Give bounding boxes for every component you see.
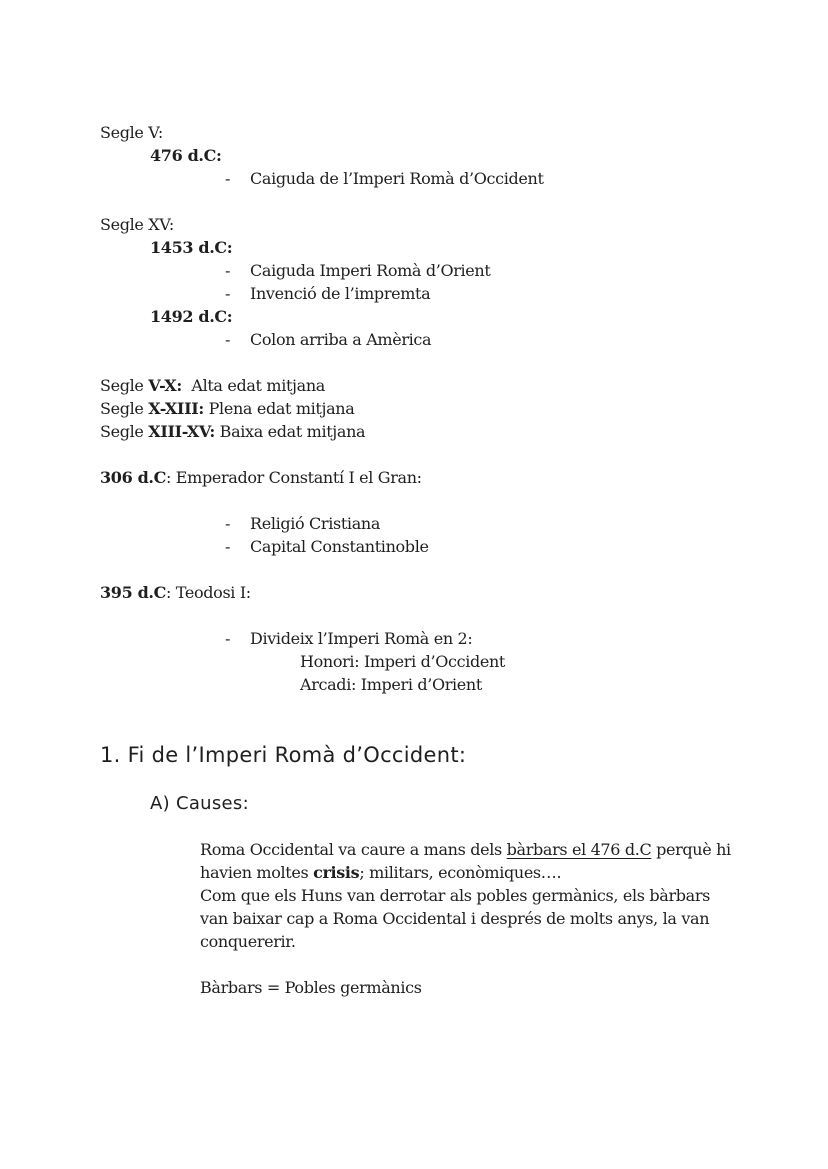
period-alta: Segle V-X: Alta edat mitjana — [100, 376, 325, 395]
bullet-dash: - — [225, 169, 231, 188]
bold-text: crisis — [313, 863, 360, 882]
bullet-item — [225, 328, 432, 351]
bullet-dash: - — [225, 537, 231, 556]
paragraph-line: van baixar cap a Roma Occidental i després de molts anys, la van — [200, 909, 710, 928]
paragraph-line: havien moltes crisis; militars, econòmiques…. — [200, 863, 562, 882]
bullet-dash: - — [225, 629, 231, 648]
bullet-text: Capital Constantinoble — [250, 537, 429, 556]
teodosi-line: 395 d.C: Teodosi I: — [100, 583, 251, 602]
paragraph-line: Com que els Huns van derrotar als pobles germànics, els bàrbars — [200, 886, 710, 905]
bullet-text: Caiguda Imperi Romà d’Orient — [250, 261, 491, 280]
date-395: 395 d.C — [100, 583, 167, 602]
bullet-item — [225, 535, 429, 558]
bullet-dash: - — [225, 284, 231, 303]
segle-v-label: Segle V: — [100, 123, 163, 142]
definition-line: Bàrbars = Pobles germànics — [200, 978, 422, 997]
subsection-heading: A) Causes: — [150, 793, 249, 814]
constanti-line: 306 d.C: Emperador Constantí I el Gran: — [100, 468, 422, 487]
bullet-item — [225, 627, 473, 650]
date-306: 306 d.C — [100, 468, 167, 487]
bullet-text: Divideix l’Imperi Romà en 2: — [250, 629, 473, 648]
segle-xv-label: Segle XV: — [100, 215, 174, 234]
sub-item-arcadi: Arcadi: Imperi d’Orient — [300, 675, 482, 694]
sub-item-honori: Honori: Imperi d’Occident — [300, 652, 506, 671]
bullet-dash: - — [225, 514, 231, 533]
period-baixa: Segle XIII-XV: Baixa edat mitjana — [100, 422, 366, 441]
date-1492: 1492 d.C: — [150, 307, 233, 326]
bullet-dash: - — [225, 330, 231, 349]
section-heading: 1. Fi de l’Imperi Romà d’Occident: — [100, 743, 467, 767]
period-plena: Segle X-XIII: Plena edat mitjana — [100, 399, 355, 418]
date-476: 476 d.C: — [150, 146, 222, 165]
bullet-text: Colon arriba a Amèrica — [250, 330, 432, 349]
bullet-item — [225, 512, 381, 535]
bullet-dash: - — [225, 261, 231, 280]
paragraph-line: Roma Occidental va caure a mans dels bàrbars el 476 d.C perquè hi — [200, 840, 731, 859]
bullet-item — [225, 282, 431, 305]
date-1453: 1453 d.C: — [150, 238, 233, 257]
underlined-text: bàrbars el 476 d.C — [506, 840, 652, 859]
bullet-item — [225, 259, 491, 282]
bullet-text: Caiguda de l’Imperi Romà d’Occident — [250, 169, 544, 188]
bullet-text: Religió Cristiana — [250, 514, 381, 533]
bullet-text: Invenció de l’impremta — [250, 284, 431, 303]
paragraph-line: conquererir. — [200, 932, 296, 951]
bullet-item — [225, 167, 544, 190]
